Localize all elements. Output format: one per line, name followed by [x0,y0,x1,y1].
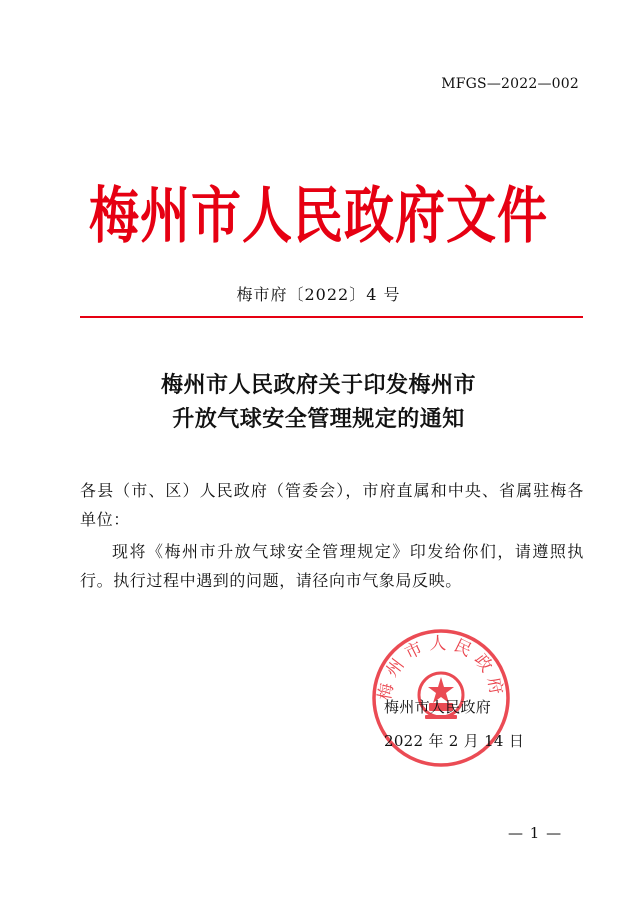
seal-text-path: 梅州市人民政府 [374,634,508,702]
signer-name: 梅州市人民政府 [384,698,492,716]
document-code: MFGS—2022—002 [441,76,579,92]
addressee-paragraph: 各县（市、区）人民政府（管委会），市府直属和中央、省属驻梅各单位： [80,481,584,529]
document-number: 梅市府〔2022〕4 号 [236,285,401,304]
red-divider-line [80,316,583,318]
title-line-1: 梅州市人民政府关于印发梅州市 [160,372,476,398]
body-paragraph: 现将《梅州市升放气球安全管理规定》印发给你们，请遵照执行。执行过程中遇到的问题，请径向市气象局反映。 [80,542,584,590]
issuer-header: 梅州市人民政府文件 [89,180,548,252]
issue-date: 2022 年 2 月 14 日 [384,732,525,750]
page-number: — 1 — [508,824,563,842]
title-line-2: 升放气球安全管理规定的通知 [172,406,465,432]
document-title [0,368,637,436]
